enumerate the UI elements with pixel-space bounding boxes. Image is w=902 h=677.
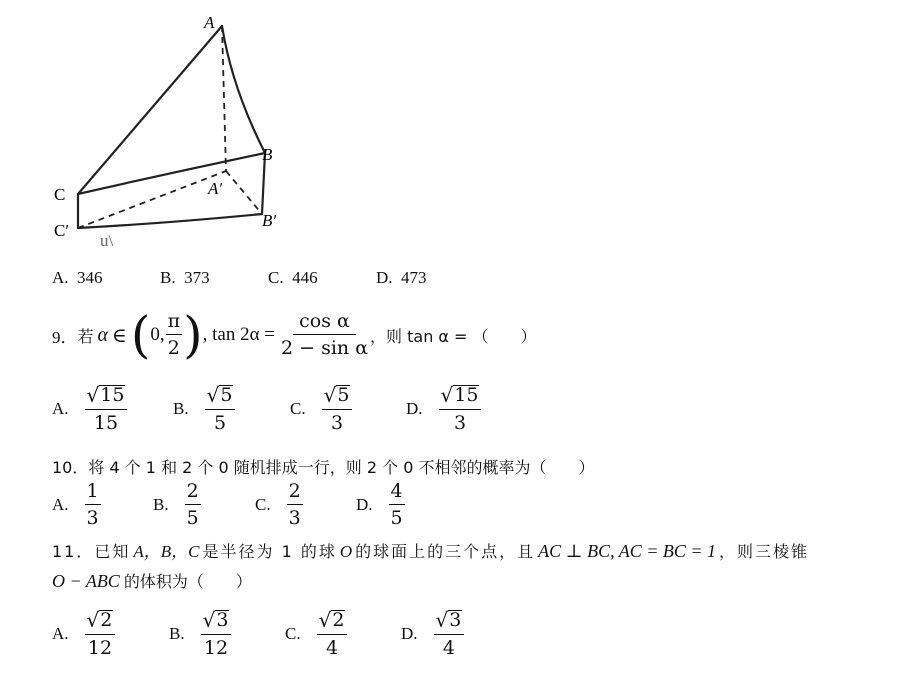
q10-option-c: C. $\frac{2}{3}$	[255, 480, 301, 529]
q8-option-a: A. 346	[52, 268, 103, 287]
q9-alpha: α	[97, 323, 109, 346]
q8-option-c: C. 446	[268, 268, 318, 287]
edge-CB	[78, 153, 265, 194]
q9-zero: 0,	[150, 324, 165, 345]
edge-C1B1	[78, 214, 262, 228]
q10-option-d: D. $\frac{4}{5}$	[356, 480, 403, 529]
q9-option-d: D. √ 15 3	[406, 385, 481, 433]
label-B1: B′	[262, 211, 277, 230]
label-A1: A′	[208, 179, 223, 198]
q9-option-c: C. √ 5 3	[290, 385, 352, 433]
q9-2-minus-sin: 2 − sin α	[281, 337, 369, 359]
q9-cos: cos α	[293, 312, 356, 335]
q8-option-d: D. 473	[376, 268, 427, 287]
q10-option-a: A. $\frac{1}{3}$	[52, 480, 99, 529]
q8-option-b: B. 373	[160, 268, 210, 287]
figure-mark: u\	[100, 231, 114, 250]
q11-option-c: C. √ 2 4	[285, 610, 347, 658]
q9-tan2a: , tan 2α =	[202, 324, 275, 345]
label-C: C	[54, 185, 66, 204]
label-B: B	[262, 145, 273, 164]
q9-lead: 若	[77, 326, 94, 346]
q9-option-a: A. √ 15 15	[52, 385, 127, 433]
q11-option-b: B. √ 3 12	[169, 610, 231, 658]
geometry-figure	[40, 8, 300, 260]
label-A: A	[204, 13, 215, 32]
q9-open-paren: (	[130, 306, 151, 364]
q9-pi: π	[166, 312, 183, 335]
q9-two: 2	[167, 337, 180, 359]
q9-number: 9．	[52, 327, 78, 347]
label-C1: C′	[54, 221, 70, 240]
q9-in: ∈	[112, 324, 127, 347]
q10-option-b: B. $\frac{2}{5}$	[153, 480, 199, 529]
q10-stem: 10．将 4 个 1 和 2 个 0 随机排成一行，则 2 个 0 不相邻的概率为（ ）	[52, 458, 595, 477]
q9-stem	[52, 305, 537, 365]
q11-stem-line2: O − ABC 的体积为（ ）	[52, 571, 252, 591]
edge-AB	[222, 26, 265, 153]
q11-stem-line1: 11．已知 A，B，C 是半径为 1 的球 O 的球面上的三个点，且 AC ⊥ BC, AC = BC = 1 ，则三棱锥	[52, 541, 810, 561]
q9-close-paren: )	[183, 306, 203, 364]
q11-option-d: D. √ 3 4	[401, 610, 464, 658]
edge-CA	[78, 26, 222, 194]
q11-option-a: A. √ 2 12	[52, 610, 115, 658]
q9-tail: ，则 tan α = （ ）	[370, 326, 537, 346]
q9-option-b: B. √ 5 5	[173, 385, 235, 433]
q9-pi-over-2	[166, 312, 183, 358]
dashed-A1B1	[226, 171, 262, 214]
q9-rhs-fraction	[281, 312, 368, 358]
